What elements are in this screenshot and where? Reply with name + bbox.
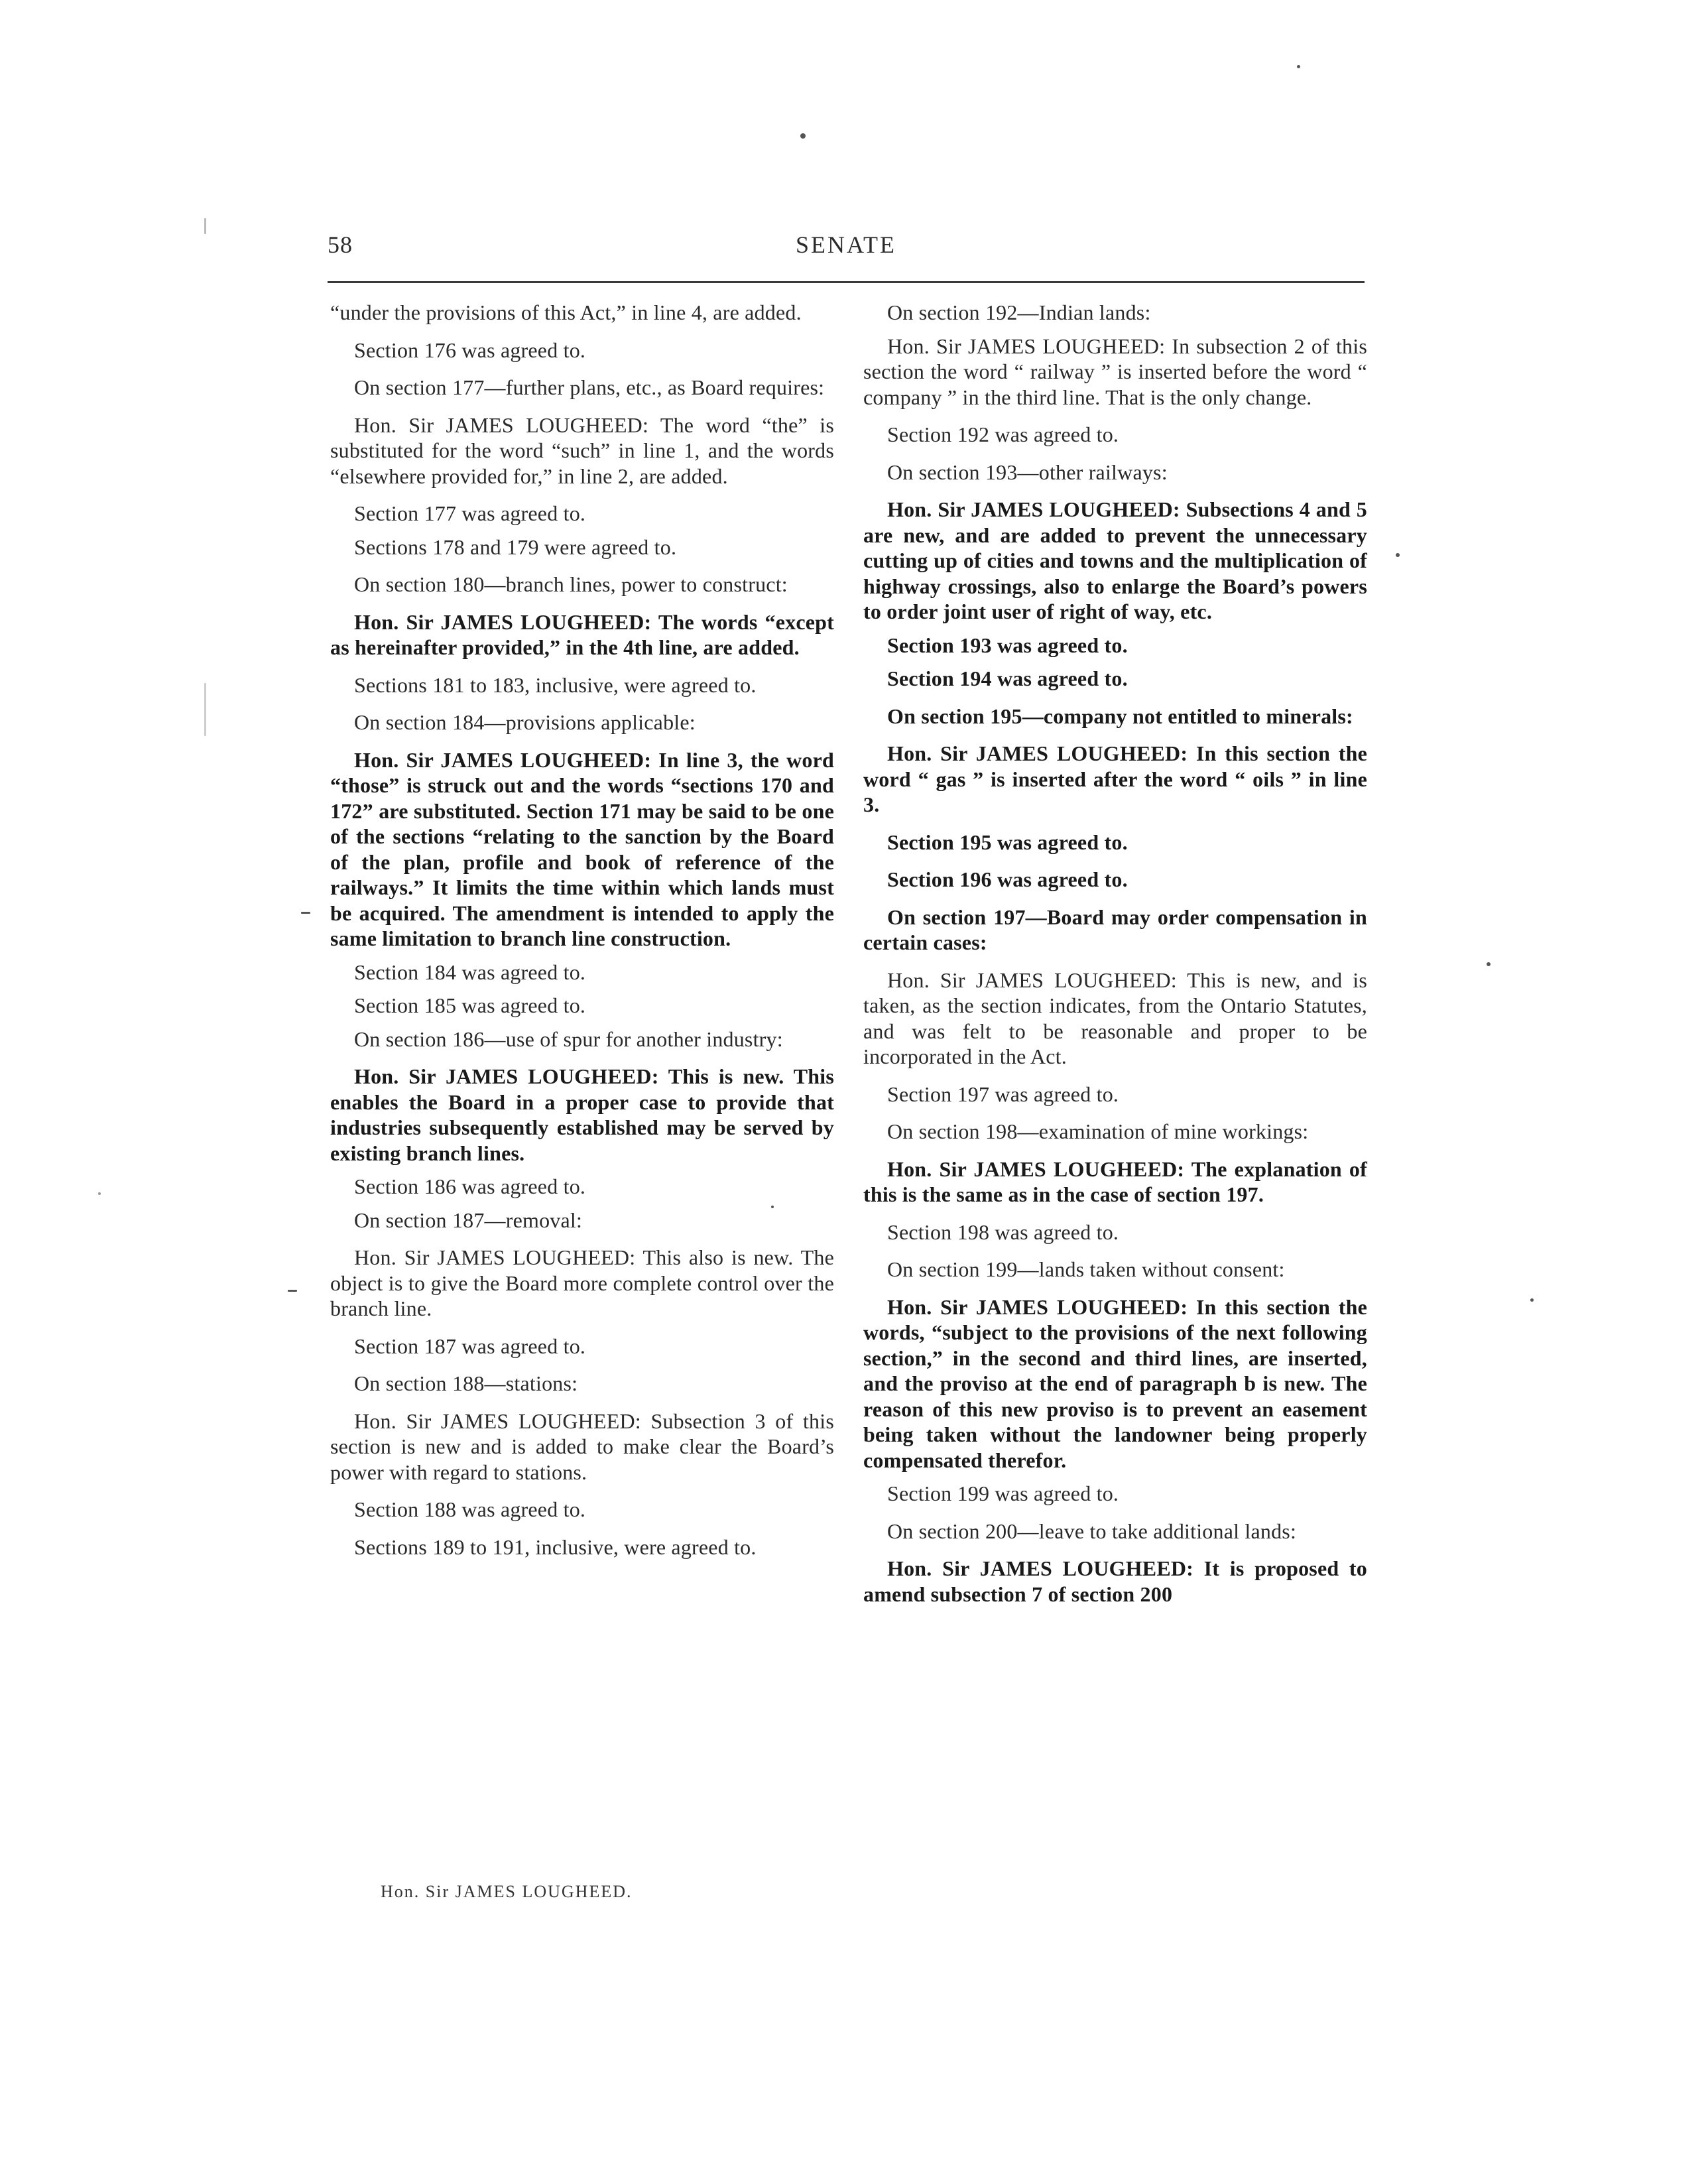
scan-speck <box>204 683 206 736</box>
paragraph: Sections 189 to 191, inclusive, were agreed to. <box>354 1534 757 1559</box>
scan-speck <box>301 912 310 914</box>
paragraph: Section 195 was agreed to. <box>887 830 1128 854</box>
header-rule <box>328 281 1365 283</box>
paragraph: On section 188—stations: <box>354 1371 578 1395</box>
paragraph: Section 187 was agreed to. <box>354 1334 586 1358</box>
paragraph: Hon. Sir JAMES LOUGHEED: In subsection 2 of this section the word “ railway ” is inserted before the word “ company ” in the third line. That is the only change. <box>863 334 1367 409</box>
paragraph: Section 194 was agreed to. <box>887 666 1128 690</box>
paragraph: Hon. Sir JAMES LOUGHEED: In this section the words, “subject to the provisions of the next following section,” in the second and third lines, are inserted, and the proviso at the end of paragraph b is new. The reason of this new proviso is to prevent an easement being taken without the landowner being properly compensated therefor. <box>863 1294 1367 1472</box>
paragraph: Section 199 was agreed to. <box>887 1481 1119 1505</box>
paragraph: Section 184 was agreed to. <box>354 960 586 984</box>
paragraph: Section 192 was agreed to. <box>887 422 1119 446</box>
scan-speck <box>1487 962 1491 966</box>
paragraph: “under the provisions of this Act,” in line 4, are added. <box>330 300 802 324</box>
paragraph: Hon. Sir JAMES LOUGHEED: In line 3, the word “those” is struck out and the words “sections 170 and 172” are substituted. Section 171 may be said to be one of the sections “relating to the sanction by the Board of the plan, profile and book of reference of the railways.” It limits the time within which lands must be acquired. The amendment is intended to apply the same limitation to branch line construction. <box>330 747 834 950</box>
paragraph: Section 193 was agreed to. <box>887 633 1128 657</box>
paragraph: Section 185 was agreed to. <box>354 993 586 1017</box>
left-column <box>330 300 834 1572</box>
paragraph: Hon. Sir JAMES LOUGHEED: The word “the” is substituted for the word “such” in line 1, and the words “elsewhere provided for,” in line 2, are added. <box>330 412 834 488</box>
scan-speck <box>204 218 206 234</box>
scan-speck <box>800 133 806 139</box>
paragraph: Hon. Sir JAMES LOUGHEED: Subsections 4 and 5 are new, and are added to prevent the unnecessary cutting up of cities and towns and the multiplication of highway crossings, also to enlarge the Board’s powers to order joint user of right of way, etc. <box>863 497 1367 623</box>
scan-speck <box>288 1290 297 1292</box>
paragraph: Section 176 was agreed to. <box>354 338 586 362</box>
paragraph: Section 186 was agreed to. <box>354 1174 586 1198</box>
page-number: 58 <box>328 231 353 258</box>
page-header <box>328 231 1365 269</box>
paragraph: On section 200—leave to take additional lands: <box>887 1519 1297 1543</box>
paragraph: Hon. Sir JAMES LOUGHEED: Subsection 3 of this section is new and is added to make clear the Board’s power with regard to stations. <box>330 1408 834 1484</box>
paragraph: Section 197 was agreed to. <box>887 1082 1119 1106</box>
paragraph: Section 188 was agreed to. <box>354 1497 586 1521</box>
paragraph: On section 199—lands taken without consent: <box>887 1257 1285 1281</box>
paragraph: Section 177 was agreed to. <box>354 501 586 525</box>
paragraph: Hon. Sir JAMES LOUGHEED: It is proposed to amend subsection 7 of section 200 <box>863 1556 1367 1606</box>
paragraph: Hon. Sir JAMES LOUGHEED: This also is new. The object is to give the Board more complete control over the branch line. <box>330 1245 834 1320</box>
paragraph: Hon. Sir JAMES LOUGHEED: This is new, and is taken, as the section indicates, from the Ontario Statutes, and was felt to be reasonable and proper to be incorporated in the Act. <box>863 967 1367 1068</box>
paragraph: Section 196 was agreed to. <box>887 867 1128 891</box>
scan-speck <box>98 1192 101 1195</box>
scan-speck <box>771 1206 774 1208</box>
paragraph: On section 177—further plans, etc., as Board requires: <box>354 375 825 399</box>
paragraph: Hon. Sir JAMES LOUGHEED: The explanation of this is the same as in the case of section 197. <box>863 1156 1367 1206</box>
paragraph: On section 197—Board may order compensation in certain cases: <box>863 904 1367 954</box>
paragraph: On section 186—use of spur for another industry: <box>354 1027 783 1051</box>
paragraph: Sections 181 to 183, inclusive, were agreed to. <box>354 672 757 697</box>
paragraph: On section 184—provisions applicable: <box>354 710 696 734</box>
scan-speck <box>1297 65 1300 68</box>
paragraph: Section 198 was agreed to. <box>887 1219 1119 1244</box>
scan-speck <box>1530 1298 1534 1302</box>
running-footer: Hon. Sir JAMES LOUGHEED. <box>381 1882 633 1901</box>
page-title: SENATE <box>796 231 896 258</box>
paragraph: Hon. Sir JAMES LOUGHEED: In this section the word “ gas ” is inserted after the word “ oils ” in line 3. <box>863 741 1367 816</box>
paragraph: On section 187—removal: <box>354 1208 583 1232</box>
paragraph: On section 180—branch lines, power to construct: <box>354 572 788 596</box>
paragraph: On section 192—Indian lands: <box>887 300 1151 324</box>
paragraph: Hon. Sir JAMES LOUGHEED: This is new. This enables the Board in a proper case to provide that industries subsequently established may be served by existing branch lines. <box>330 1064 834 1165</box>
paragraph: On section 193—other railways: <box>887 460 1168 484</box>
scan-speck <box>1396 553 1400 557</box>
paragraph: On section 195—company not entitled to minerals: <box>887 704 1353 728</box>
right-column <box>863 300 1367 1619</box>
paragraph: Hon. Sir JAMES LOUGHEED: The words “except as hereinafter provided,” in the 4th line, are added. <box>330 609 834 659</box>
paragraph: On section 198—examination of mine workings: <box>887 1119 1309 1143</box>
paragraph: Sections 178 and 179 were agreed to. <box>354 534 677 559</box>
